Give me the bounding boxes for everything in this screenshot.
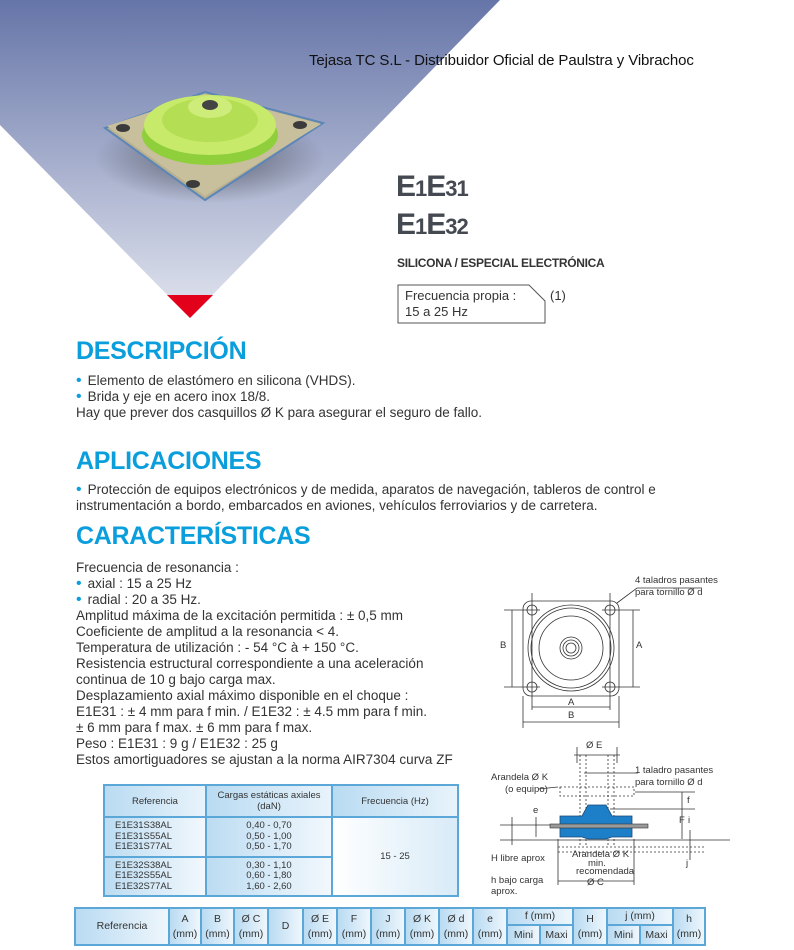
load-value: 0,30 - 1,10 — [246, 859, 292, 871]
product-photo — [95, 80, 335, 210]
col-name: e — [487, 912, 493, 925]
dim-label-i: i — [688, 815, 691, 826]
load-value: 0,40 - 0,70 — [246, 820, 292, 831]
table-header-row — [75, 908, 705, 925]
load-value: 0,50 - 1,00 — [246, 830, 292, 842]
col-unit: (mm) — [205, 927, 230, 940]
col-header-f-maxi: Maxi — [540, 925, 573, 945]
caracteristicas-body — [76, 560, 486, 768]
side-view-diagram — [480, 735, 730, 895]
col-unit: (mm) — [307, 927, 333, 940]
col-header-k — [405, 908, 439, 945]
section-title-descripcion: DESCRIPCIÓN — [76, 337, 247, 365]
model-char: E — [396, 170, 416, 203]
descripcion-body — [76, 373, 482, 421]
model-char: 31 — [445, 176, 468, 201]
section-title-caracteristicas: CARACTERÍSTICAS — [76, 522, 311, 550]
col-header-f-mini: Mini — [507, 925, 540, 945]
frequency-callout — [397, 284, 547, 324]
washer-label: Arandela Ø K — [491, 772, 549, 783]
col-name: B — [213, 912, 221, 925]
col-header-cargas — [206, 785, 332, 817]
col-header-j-upper — [371, 908, 405, 945]
dim-label-a: A — [568, 697, 575, 708]
col-header-e-dia — [303, 908, 337, 945]
holes-label: para tornillo Ø d — [635, 587, 703, 598]
spec-line: continua de 10 g bajo carga max. — [76, 672, 276, 687]
col-header-h-upper — [573, 908, 607, 945]
col-header-f-upper — [337, 908, 371, 945]
col-name: h — [686, 912, 692, 925]
ref-value: E1E31S38AL — [115, 820, 173, 831]
spec-line: Coeficiente de amplitud a la resonancia < 4. — [76, 624, 340, 639]
col-name: Ø E — [310, 912, 330, 925]
col-header-j-maxi: Maxi — [640, 925, 673, 945]
holes-label: 4 taladros pasantes — [635, 575, 718, 586]
col-name: F — [350, 912, 358, 925]
aplicaciones-body — [76, 482, 716, 514]
hole-label: para tornillo Ø d — [635, 777, 703, 788]
col-header-e-lower — [473, 908, 507, 945]
product-subtitle: SILICONA / ESPECIAL ELECTRÓNICA — [397, 256, 605, 270]
ref-value: E1E32S55AL — [115, 870, 173, 881]
model-char: E — [426, 208, 446, 241]
spec-line: Peso : E1E31 : 9 g / E1E32 : 25 g — [76, 736, 278, 751]
load-value: 1,60 - 2,60 — [246, 880, 292, 892]
col-header-c — [234, 908, 268, 945]
col-header-h-lower — [673, 908, 705, 945]
col-header-frecuencia: Frecuencia (Hz) — [332, 785, 458, 817]
H-label: H libre aprox — [491, 853, 545, 864]
freq-label: Frecuencia de resonancia : — [76, 560, 239, 575]
bullet-item: • Brida y eje en acero inox 18/8. — [76, 389, 482, 405]
dim-label-e: e — [533, 805, 539, 816]
header-line: (daN) — [257, 801, 281, 812]
dim-label-dia-e: Ø E — [586, 740, 603, 751]
section-title-aplicaciones: APLICACIONES — [76, 447, 262, 475]
spec-line: Desplazamiento axial máximo disponible en el choque : — [76, 688, 409, 703]
col-unit: (mm) — [341, 927, 367, 940]
washer-min-label: min. — [588, 858, 606, 869]
col-name: H — [586, 912, 594, 925]
spec-line: Amplitud máxima de la excitación permitida : ± 0,5 mm — [76, 608, 404, 623]
washer-label: (o equipo) — [505, 784, 548, 795]
ref-value: E1E32S77AL — [115, 880, 173, 892]
model-char: 1 — [415, 214, 427, 239]
col-header-referencia: Referencia — [75, 908, 169, 945]
col-header-referencia: Referencia — [104, 785, 206, 817]
model-char: 1 — [415, 176, 427, 201]
col-unit: (mm) — [238, 927, 264, 940]
col-header-d: D — [268, 908, 303, 945]
red-marker — [167, 295, 213, 318]
hole-label: 1 taladro pasantes — [635, 765, 714, 776]
col-group-j: j (mm) — [607, 908, 673, 925]
col-unit: (mm) — [375, 927, 401, 940]
col-group-f: f (mm) — [507, 908, 573, 925]
table-header-row — [104, 785, 458, 817]
load-cell — [206, 817, 332, 857]
model-title-e1e31 — [396, 170, 468, 204]
col-unit: (mm) — [477, 927, 503, 940]
col-name: Ø C — [241, 912, 261, 925]
model-char: E — [396, 208, 416, 241]
top-view-diagram — [490, 570, 730, 730]
col-unit: (mm) — [409, 927, 435, 940]
load-cell — [206, 857, 332, 897]
col-name: J — [385, 912, 391, 925]
freq-callout-value: 15 a 25 Hz — [405, 304, 468, 319]
model-title-e1e32 — [396, 208, 468, 242]
spec-line: Resistencia estructural correspondiente a una aceleración — [76, 656, 424, 671]
col-header-a — [169, 908, 201, 945]
footnote-ref: (1) — [550, 288, 566, 303]
col-unit: (mm) — [577, 927, 603, 940]
dim-label-f: f — [687, 795, 690, 806]
col-header-j-mini: Mini — [607, 925, 640, 945]
dim-label-b: B — [500, 640, 507, 651]
ref-value: E1E32S38AL — [115, 859, 173, 871]
bullet-item: • radial : 20 a 35 Hz. — [76, 592, 486, 608]
col-unit: (mm) — [172, 927, 198, 940]
spec-line: ± 6 mm para f max. ± 6 mm para f max. — [76, 720, 313, 735]
bullet-item: • Protección de equipos electrónicos y de medida, aparatos de navegación, tableros de control e — [76, 482, 716, 498]
dim-label-a: A — [636, 640, 643, 651]
load-table — [103, 784, 459, 897]
header-line: Cargas estáticas axiales — [217, 790, 321, 801]
aplicaciones-line: instrumentación a bordo, embarcados en aviones, vehículos ferroviarios y de carretera. — [76, 498, 598, 513]
descripcion-note: Hay que prever dos casquillos Ø K para asegurar el seguro de fallo. — [76, 405, 482, 420]
frequency-cell: 15 - 25 — [332, 817, 458, 896]
bullet-item: • axial : 15 a 25 Hz — [76, 576, 486, 592]
h-label: aprox. — [491, 886, 518, 897]
col-unit: (mm) — [443, 927, 469, 940]
ref-cell — [104, 857, 206, 897]
spec-line: Temperatura de utilización : - 54 °C à + 150 °C. — [76, 640, 359, 655]
col-name: A — [181, 912, 189, 925]
spec-line: E1E31 : ± 4 mm para f min. / E1E32 : ± 4.5 mm para f min. — [76, 704, 427, 719]
company-tagline: Tejasa TC S.L - Distribuidor Oficial de Paulstra y Vibrachoc — [309, 52, 694, 69]
model-char: E — [426, 170, 446, 203]
load-value: 0,50 - 1,70 — [246, 841, 292, 852]
ref-cell — [104, 817, 206, 857]
bullet-item: • Elemento de elastómero en silicona (VHDS). — [76, 373, 482, 389]
dim-label-F: F — [679, 815, 685, 826]
spec-line: Estos amortiguadores se ajustan a la norma AIR7304 curva ZF — [76, 752, 453, 767]
col-name: Ø K — [412, 912, 432, 925]
dim-label-dia-c: Ø C — [587, 877, 604, 888]
dim-label-b: B — [568, 710, 575, 721]
col-header-d-dia — [439, 908, 473, 945]
h-label: h bajo carga — [491, 875, 544, 886]
ref-value: E1E31S77AL — [115, 841, 173, 852]
col-header-b — [201, 908, 234, 945]
dim-label-j: j — [686, 858, 689, 869]
washer-min-label: recomendada — [576, 866, 635, 877]
table-row — [104, 817, 458, 857]
ref-value: E1E31S55AL — [115, 830, 173, 842]
washer-min-label: Arandela Ø K — [572, 849, 630, 860]
freq-callout-label: Frecuencia propia : — [405, 288, 517, 303]
model-char: 32 — [445, 214, 468, 239]
col-unit: (mm) — [676, 927, 702, 940]
load-value: 0,60 - 1,80 — [246, 870, 292, 881]
col-name: Ø d — [447, 912, 465, 925]
dimensions-table — [74, 907, 706, 946]
